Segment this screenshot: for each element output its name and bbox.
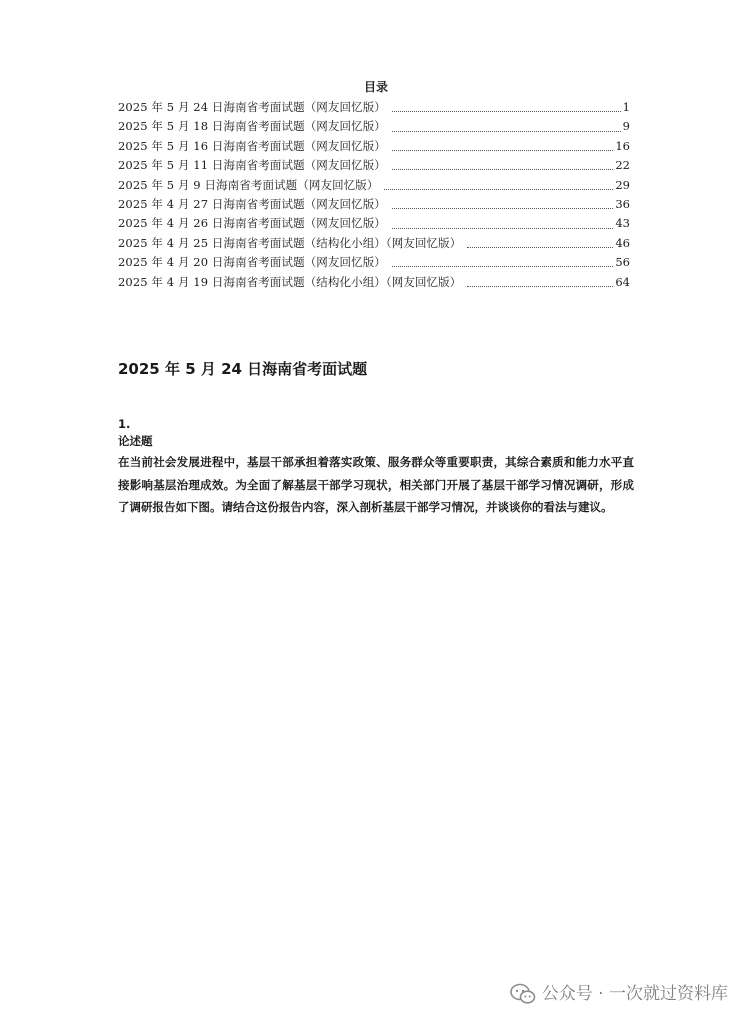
toc-entry-title: 2025 年 4 月 27 日海南省考面试题（网友回忆版） — [118, 196, 386, 211]
toc-entry-title: 2025 年 4 月 20 日海南省考面试题（网友回忆版） — [118, 255, 386, 270]
watermark-text: 公众号 · 一次就过资料库 — [541, 984, 728, 1004]
toc-entry-title: 2025 年 5 月 24 日海南省考面试题（网友回忆版） — [118, 100, 386, 114]
toc-entry-page-number: 16 — [615, 138, 630, 153]
toc-entry-title: 2025 年 4 月 26 日海南省考面试题（网友回忆版） — [118, 216, 386, 231]
toc-entry-page-number: 56 — [615, 255, 630, 270]
toc-leader-dots — [467, 276, 613, 287]
toc-entry[interactable] — [118, 195, 630, 214]
toc-entry-page-number: 9 — [622, 119, 630, 134]
toc-entry[interactable] — [118, 98, 630, 117]
toc-entry-title: 2025 年 5 月 16 日海南省考面试题（网友回忆版） — [118, 138, 386, 153]
toc-leader-dots — [392, 101, 621, 112]
toc-leader-dots — [392, 256, 613, 267]
toc-leader-dots — [392, 159, 613, 170]
toc-entry-title: 2025 年 4 月 25 日海南省考面试题（结构化小组）（网友回忆版） — [118, 235, 462, 250]
toc-leader-dots — [384, 179, 613, 190]
toc-entry[interactable] — [118, 273, 630, 292]
toc-leader-dots — [392, 121, 621, 132]
toc-leader-dots — [392, 198, 613, 209]
toc-title: 目录 — [363, 80, 388, 94]
table-of-contents — [118, 98, 630, 292]
toc-leader-dots — [392, 140, 613, 151]
toc-entry-title: 2025 年 5 月 11 日海南省考面试题（网友回忆版） — [118, 158, 386, 173]
toc-entry[interactable] — [118, 176, 630, 195]
watermark — [510, 982, 728, 1006]
toc-entry-title: 2025 年 5 月 18 日海南省考面试题（网友回忆版） — [118, 119, 386, 134]
toc-leader-dots — [467, 237, 613, 248]
toc-entry[interactable] — [118, 156, 630, 175]
question-number: 1. — [118, 417, 131, 431]
toc-entry-page-number: 29 — [615, 177, 630, 192]
toc-leader-dots — [392, 218, 613, 229]
toc-entry[interactable] — [118, 137, 630, 156]
toc-entry-page-number: 22 — [615, 158, 630, 173]
toc-entry[interactable] — [118, 234, 630, 253]
toc-entry-page-number: 64 — [615, 274, 630, 289]
toc-entry[interactable] — [118, 253, 630, 272]
toc-entry-title: 2025 年 4 月 19 日海南省考面试题（结构化小组）（网友回忆版） — [118, 274, 462, 289]
question-type: 论述题 — [118, 434, 153, 448]
section-title: 2025 年 5 月 24 日海南省考面试题 — [118, 360, 368, 378]
toc-entry-page-number: 43 — [615, 216, 630, 231]
toc-entry-page-number: 1 — [622, 100, 630, 114]
toc-entry-title: 2025 年 5 月 9 日海南省考面试题（网友回忆版） — [118, 177, 379, 192]
wechat-icon — [510, 983, 536, 1005]
toc-entry[interactable] — [118, 214, 630, 233]
toc-entry[interactable] — [118, 117, 630, 136]
toc-entry-page-number: 36 — [615, 196, 630, 211]
toc-entry-page-number: 46 — [615, 235, 630, 250]
question-body: 在当前社会发展进程中，基层干部承担着落实政策、服务群众等重要职责，其综合素质和能力水平直接影响基层治理成效。为全面了解基层干部学习现状，相关部门开展了基层干部学习情况调研，形成了调研报告如下图。请结合这份报告内容，深入剖析基层干部学习情况，并谈谈你的看法与建议。 — [118, 455, 634, 514]
